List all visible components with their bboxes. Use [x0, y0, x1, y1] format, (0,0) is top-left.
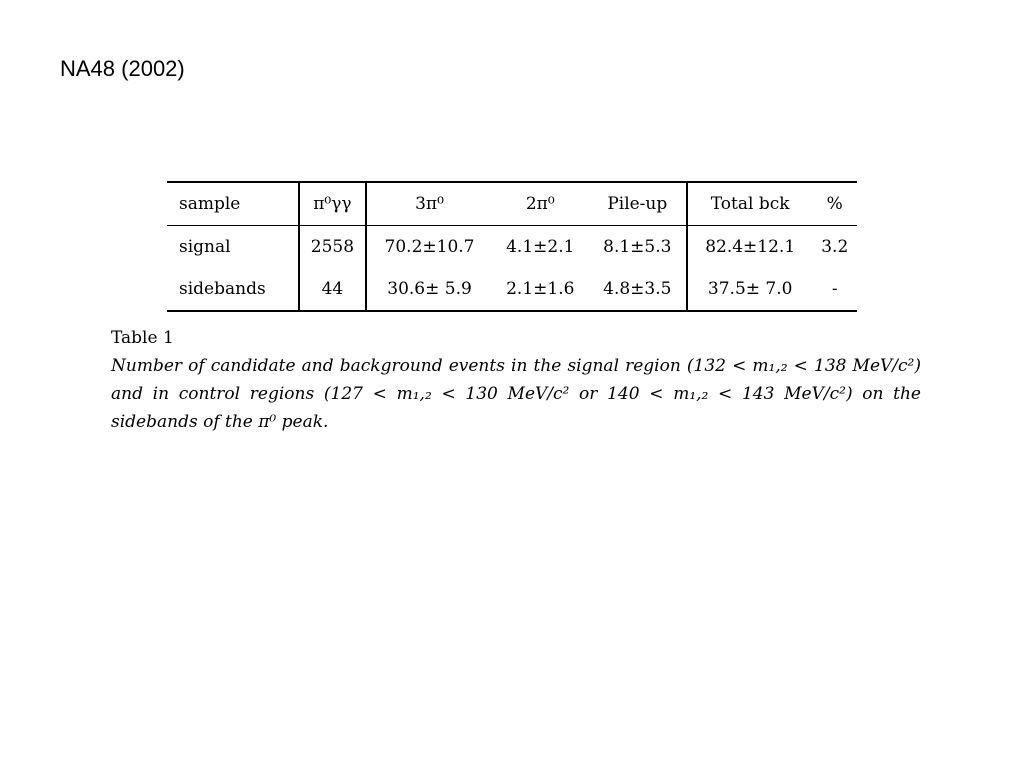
column-header-sample: sample	[167, 182, 299, 226]
table-cell: 8.1±5.3	[589, 226, 687, 269]
table-caption	[111, 324, 921, 436]
column-header-pi0gammagamma: π⁰γγ	[299, 182, 367, 226]
row-label-sidebands: sidebands	[167, 268, 299, 311]
table-cell: 3.2	[821, 237, 849, 257]
table-cell: 82.4±12.1	[705, 237, 796, 257]
table-cell: 30.6± 5.9	[387, 279, 472, 299]
column-header-pileup: Pile-up	[589, 182, 687, 226]
table-cell: 37.5± 7.0	[707, 279, 793, 299]
table-cell: -	[831, 279, 838, 299]
table-header-row	[167, 182, 857, 226]
row-label-signal: signal	[167, 226, 299, 269]
column-header-percent: %	[812, 182, 857, 226]
table-cell: 70.2±10.7	[384, 237, 475, 257]
column-header-2pi0: 2π⁰	[492, 182, 589, 226]
results-table	[167, 181, 857, 312]
column-header-3pi0: 3π⁰	[366, 182, 492, 226]
caption-text: Number of candidate and background events in the signal region (132 < m₁,₂ < 138 MeV/c²) and in control regions (127 < m₁,₂ < 130 MeV/c² or 140 < m₁,₂ < 143 MeV/c²) on the sidebands of the π⁰ peak.	[111, 356, 921, 432]
table-cell: 2.1±1.6	[506, 279, 575, 299]
table-cell: 2558	[299, 226, 367, 269]
results-table-container	[167, 181, 857, 312]
table-row	[167, 226, 857, 269]
slide-title: NA48 (2002)	[60, 56, 185, 81]
caption-label: Table 1	[111, 328, 174, 348]
column-header-total-bck: Total bck	[687, 182, 813, 226]
table-cell: 4.1±2.1	[506, 237, 575, 257]
table-cell: 4.8±3.5	[589, 268, 687, 311]
table-cell: 44	[299, 268, 367, 311]
table-row	[167, 268, 857, 311]
